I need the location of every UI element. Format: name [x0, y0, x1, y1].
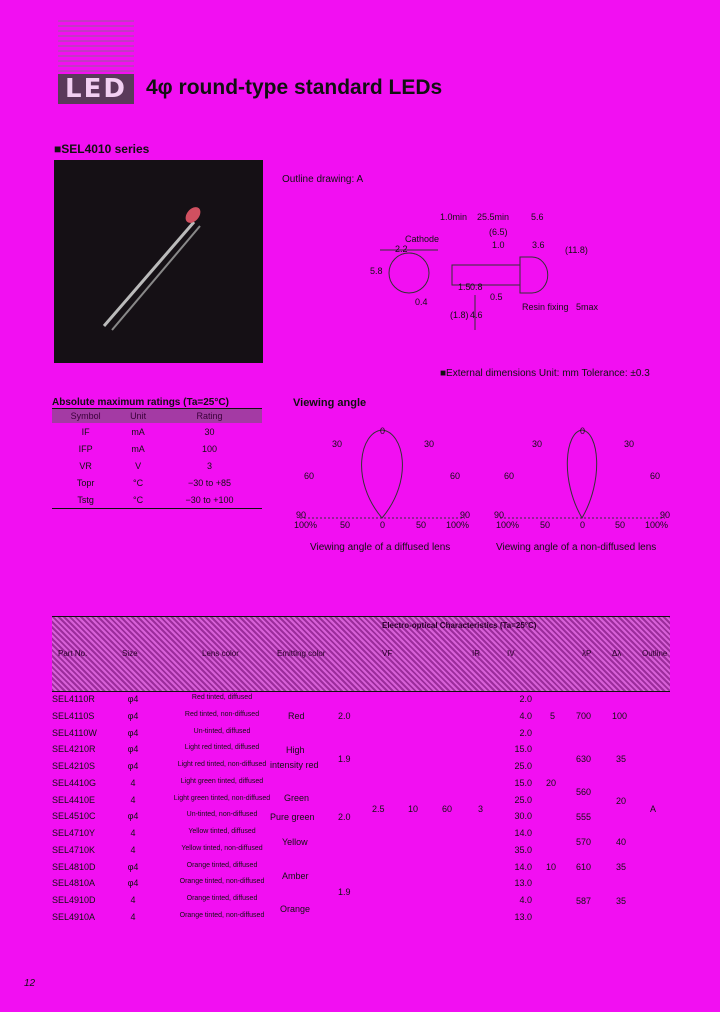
- dim-label: 5max: [576, 302, 599, 312]
- col-header: Part No.: [58, 649, 88, 658]
- axis-label: 50: [340, 520, 351, 530]
- outline-drawing: [360, 205, 610, 335]
- axis-label: 0: [580, 520, 586, 530]
- iv: 25.0: [514, 761, 532, 771]
- table-row: [52, 876, 670, 893]
- page-title: 4φ round-type standard LEDs: [146, 76, 443, 99]
- lens-color: Yellow tinted, diffused: [188, 828, 256, 835]
- angle-label: 30: [624, 439, 635, 449]
- if-value: 20: [546, 778, 557, 788]
- table-header-title: Electro-optical Characteristics (Ta=25°C): [382, 621, 537, 630]
- series-title: ■SEL4010 series: [54, 142, 150, 156]
- part-number: SEL4110S: [52, 710, 95, 721]
- size: φ4: [127, 811, 139, 822]
- col-header: IR: [472, 649, 480, 658]
- table-row: [52, 726, 670, 743]
- bandwidth: 35: [616, 896, 627, 906]
- axis-label: 0: [380, 520, 386, 530]
- dim-label: 0.4: [415, 297, 428, 307]
- angle-label: 90: [296, 510, 307, 520]
- angle-label: 0: [380, 426, 386, 436]
- if-value: 10: [546, 862, 557, 872]
- dim-label: (1.8): [450, 310, 469, 320]
- size: 4: [130, 777, 136, 788]
- col-header: λP: [582, 649, 592, 658]
- axis-label: 100%: [496, 520, 520, 530]
- size: φ4: [127, 861, 139, 872]
- size: 4: [130, 794, 136, 805]
- iv: 14.0: [514, 828, 532, 838]
- iv: 25.0: [514, 794, 532, 805]
- dim-label: 1.0: [492, 240, 505, 250]
- emit-color: High: [286, 745, 305, 755]
- emit-color: intensity red: [270, 760, 319, 770]
- common-value: 2.5: [372, 804, 385, 814]
- part-number: SEL4810A: [52, 878, 96, 889]
- common-value: 60: [442, 804, 453, 814]
- col-header: IV: [507, 649, 515, 658]
- led-logo: LED: [58, 74, 134, 104]
- size: φ4: [127, 878, 139, 889]
- dim-label: 4.6: [470, 310, 483, 320]
- angle-label: 30: [332, 439, 343, 449]
- angle-label: 30: [532, 439, 543, 449]
- part-number: SEL4210R: [52, 744, 96, 755]
- lens-color: Orange tinted, diffused: [186, 895, 258, 902]
- part-number: SEL4410G: [52, 777, 97, 788]
- cell: −30 to +100: [157, 491, 262, 509]
- lens-color: Red tinted, non-diffused: [184, 710, 260, 718]
- cell: mA: [131, 426, 145, 437]
- emit-color: Pure green: [270, 812, 315, 822]
- cell: °C: [133, 477, 144, 488]
- dim-label: 5.8: [370, 266, 383, 276]
- col-header: Emitting color: [277, 649, 326, 658]
- emit-color: Orange: [280, 904, 311, 914]
- part-number: SEL4710Y: [52, 828, 96, 838]
- size: φ4: [127, 727, 139, 738]
- bandwidth: 40: [616, 837, 627, 847]
- iv: 14.0: [514, 861, 532, 872]
- cell: IF: [81, 426, 90, 437]
- cell: IFP: [78, 443, 93, 454]
- iv: 2.0: [519, 727, 532, 738]
- col-header: Δλ: [612, 649, 622, 658]
- common-value: 3: [478, 804, 484, 814]
- cell: 100: [201, 443, 217, 454]
- wavelength: 610: [576, 862, 592, 872]
- vf-value: 2.0: [338, 711, 351, 721]
- cell: V: [135, 460, 142, 471]
- dim-label: Cathode: [405, 234, 440, 244]
- part-number: SEL4710K: [52, 844, 96, 855]
- lens-color: Orange tinted, non-diffused: [179, 911, 265, 919]
- lens-color: Orange tinted, non-diffused: [179, 878, 265, 886]
- dim-label: 5.6: [531, 212, 544, 222]
- angle-label: 90: [460, 510, 471, 520]
- dim-label: 1.5: [458, 282, 471, 292]
- table-header: [52, 616, 670, 692]
- dim-label: 1.0min: [440, 212, 468, 222]
- viewing-angle-diagrams: [290, 420, 680, 530]
- dimension-note: ■External dimensions Unit: mm Tolerance: ±0.3: [440, 368, 650, 379]
- angle-label: 60: [450, 471, 461, 481]
- if-value: 5: [550, 711, 556, 721]
- axis-label: 50: [540, 520, 551, 530]
- col-header: Outline: [642, 649, 668, 658]
- size: φ4: [127, 710, 139, 721]
- axis-label: 50: [615, 520, 626, 530]
- part-number: SEL4210S: [52, 761, 96, 771]
- angle-label: 60: [304, 471, 315, 481]
- wavelength: 630: [576, 754, 592, 764]
- part-number: SEL4910D: [52, 895, 96, 905]
- lens-color: Yellow tinted, non-diffused: [181, 844, 263, 852]
- iv: 15.0: [514, 744, 532, 755]
- iv: 13.0: [514, 878, 532, 889]
- dim-label: 0.5: [490, 292, 503, 302]
- page-number: 12: [24, 978, 36, 989]
- viewing-angle-title: Viewing angle: [293, 397, 367, 409]
- part-number: SEL4410E: [52, 794, 96, 805]
- table-row: [52, 692, 670, 709]
- angle-label: 90: [660, 510, 671, 520]
- emit-color: Yellow: [282, 837, 308, 847]
- iv: 4.0: [519, 895, 532, 905]
- dim-label: Resin fixing: [522, 302, 569, 312]
- wavelength: 587: [576, 896, 592, 906]
- size: 4: [130, 911, 136, 922]
- cell: Topr: [76, 477, 95, 488]
- vf-value: 1.9: [338, 754, 351, 764]
- ratings-table: [52, 397, 262, 509]
- dim-label: (11.8): [565, 245, 588, 255]
- lens-color: Un-tinted, non-diffused: [186, 811, 258, 819]
- cell: mA: [131, 443, 145, 454]
- iv: 15.0: [514, 777, 532, 788]
- lens-color: Light green tinted, non-diffused: [173, 794, 271, 802]
- cell: 3: [206, 460, 212, 471]
- lens-color: Red tinted, diffused: [191, 694, 253, 701]
- part-number: SEL4110R: [52, 694, 95, 704]
- part-number: SEL4810D: [52, 861, 96, 872]
- col-header: Lens color: [202, 649, 239, 658]
- axis-label: 100%: [446, 520, 470, 530]
- col-header: Size: [122, 649, 138, 658]
- bandwidth: 35: [616, 862, 627, 872]
- col-header: Unit: [119, 409, 157, 423]
- outline-title: Outline drawing: A: [282, 174, 364, 185]
- dim-label: 2.2: [395, 244, 408, 254]
- col-header: VF: [382, 649, 393, 658]
- table-row: [52, 910, 670, 927]
- lens-color: Light red tinted, diffused: [184, 744, 260, 752]
- characteristics-table: [52, 616, 670, 927]
- iv: 30.0: [514, 811, 532, 822]
- angle-label: 60: [504, 471, 515, 481]
- vf-value: 1.9: [338, 887, 351, 897]
- wavelength: 560: [576, 787, 592, 797]
- wavelength: 700: [576, 711, 592, 721]
- common-value: 10: [408, 804, 419, 814]
- iv: 4.0: [519, 710, 532, 721]
- angle-label: 30: [424, 439, 435, 449]
- wavelength: 555: [576, 812, 592, 822]
- part-number: SEL4510C: [52, 811, 96, 822]
- bandwidth: 100: [612, 711, 628, 721]
- angle-label: 0: [580, 426, 586, 436]
- vf-value: 2.0: [338, 812, 351, 822]
- cell: °C: [119, 491, 157, 509]
- dim-label: (6.5): [489, 227, 508, 237]
- bandwidth: 20: [616, 796, 627, 806]
- cell: Tstg: [52, 491, 119, 509]
- cell: 30: [204, 426, 215, 437]
- dim-label: 0.8: [470, 282, 483, 292]
- lens-color: Light red tinted, non-diffused: [177, 761, 267, 768]
- angle-label: 90: [494, 510, 505, 520]
- bandwidth: 35: [616, 754, 627, 764]
- size: φ4: [127, 694, 139, 704]
- caption-diffused: Viewing angle of a diffused lens: [310, 542, 451, 553]
- ratings-title: Absolute maximum ratings (Ta=25°C): [52, 397, 262, 409]
- cell: VR: [79, 460, 92, 471]
- table-body: [52, 692, 670, 927]
- dim-label: 25.5min: [477, 212, 510, 222]
- lens-color: Un-tinted, diffused: [193, 727, 251, 735]
- emit-color: Red: [288, 711, 305, 721]
- cell: −30 to +85: [187, 477, 231, 488]
- iv: 35.0: [514, 844, 532, 855]
- lens-color: Light green tinted, diffused: [180, 777, 264, 785]
- wavelength: 570: [576, 837, 592, 847]
- lens-color: Orange tinted, diffused: [186, 861, 258, 869]
- size: 4: [130, 844, 136, 855]
- dim-label: 3.6: [532, 240, 545, 250]
- part-number: SEL4910A: [52, 911, 96, 922]
- outline-code: A: [650, 804, 657, 814]
- emit-color: Amber: [282, 871, 309, 881]
- angle-label: 60: [650, 471, 661, 481]
- col-header: Symbol: [52, 409, 119, 423]
- led-photo-image: [54, 160, 263, 363]
- logo-texture: [58, 18, 134, 72]
- product-photo: [54, 160, 263, 363]
- axis-label: 50: [416, 520, 427, 530]
- iv: 13.0: [514, 911, 532, 922]
- size: 4: [130, 828, 136, 838]
- size: 4: [130, 895, 136, 905]
- col-header: Rating: [157, 409, 262, 423]
- caption-non-diffused: Viewing angle of a non-diffused lens: [496, 542, 657, 553]
- axis-label: 100%: [645, 520, 669, 530]
- part-number: SEL4110W: [52, 727, 97, 738]
- size: φ4: [127, 761, 139, 771]
- axis-label: 100%: [294, 520, 318, 530]
- iv: 2.0: [519, 694, 532, 704]
- size: φ4: [127, 744, 139, 755]
- emit-color: Green: [284, 793, 310, 803]
